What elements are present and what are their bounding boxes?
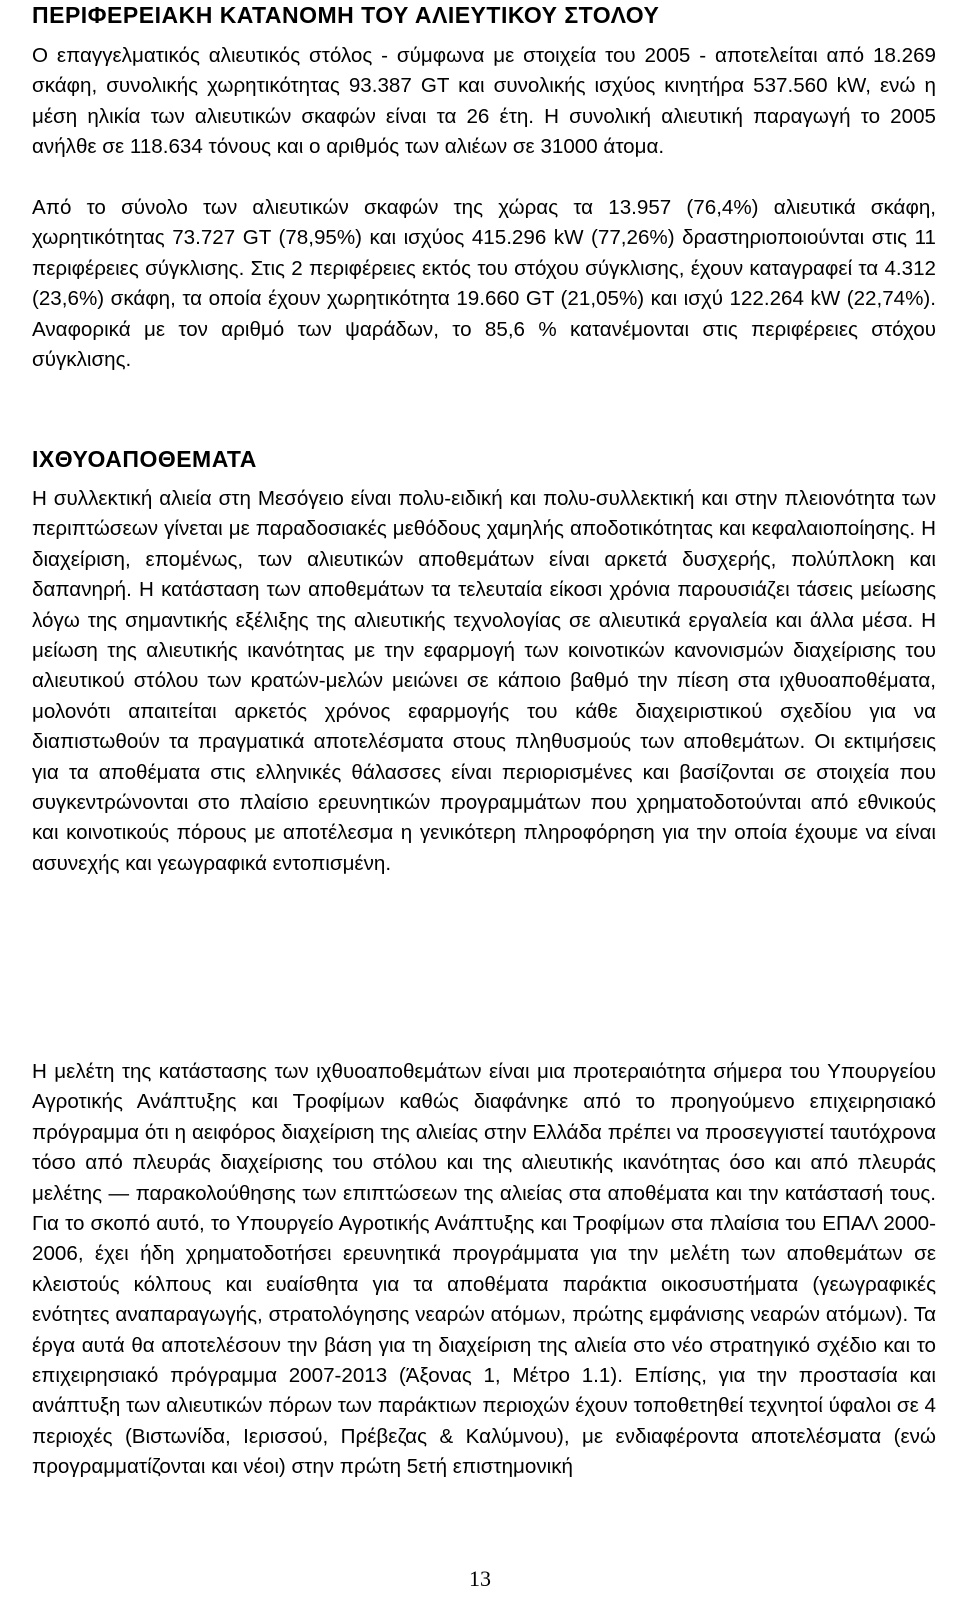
paragraph-convergence-regions: Από το σύνολο των αλιευτικών σκαφών της χώρας τα 13.957 (76,4%) αλιευτικά σκάφη, χωρητικότητας 73.727 GT (78,95%) και ισχύος 415.296 kW (77,26%) δραστηριοποιούνται στις 11 περιφέρειες σύγκλισης. Στις 2 περιφέρειες εκτός του στόχου σύγκλισης, έχουν καταγραφεί τα 4.312 (23,6%) σκάφη, τα οποία έχουν χωρητικότητα 19.660 GT (21,05%) και ισχύ 122.264 kW (22,74%). Αναφορικά με τον αριθμό των ψαράδων, το 85,6 % κατανέμονται στις περιφέρειες στόχου σύγκλισης. xyxy=(32,196,936,372)
paragraph-stock-research: Η μελέτη της κατάστασης των ιχθυοαποθεμάτων είναι μια προτεραιότητα σήμερα του Υπουργείου Αγροτικής Ανάπτυξης και Τροφίμων καθώς διαφάνηκε από το προηγούμενο επιχειρησιακό πρόγραμμα ότι η αειφόρος διαχείριση της αλιείας στην Ελλάδα πρέπει να προσεγγιστεί ταυτόχρονα τόσο από πλευράς διαχείρισης του στόλου και της αλιευτικής ικανότητας όσο και από πλευράς μελέτης — παρακολούθησης των επιπτώσεων της αλιείας στα αποθέματα και την κατάστασή τους. Για το σκοπό αυτό, το Υπουργείο Αγροτικής Ανάπτυξης και Τροφίμων στα πλαίσια του ΕΠΑΛ 2000-2006, έχει ήδη χρηματοδοτήσει ερευνητικά προγράμματα για την μελέτη των αποθεμάτων σε κλειστούς κόλπους και ευαίσθητα για τα αποθέματα παράκτια οικοσυστήματα (γεωγραφικές ενότητες αναπαραγωγής, στρατολόγησης νεαρών ατόμων, πρώτης εμφάνισης νεαρών ατόμων). Τα έργα αυτά θα αποτελέσουν την βάση για τη διαχείριση της αλιεία στο νέο στρατηγικό σχέδιο και το επιχειρησιακό πρόγραμμα 2007-2013 (Άξονας 1, Μέτρο 1.1). Επίσης, για την προστασία και ανάπτυξη των αλιευτικών πόρων των παράκτιων περιοχών έχουν τοποθετηθεί τεχνητοί ύφαλοι σε 4 περιοχές (Βιστωνίδα, Ιερισσού, Πρέβεζας & Καλύμνου), με ενδιαφέροντα αποτελέσματα (ενώ προγραμματίζονται και νέοι) στην πρώτη 5ετή επιστημονική xyxy=(32,1060,936,1479)
section-heading-regional-distribution: ΠΕΡΙΦΕΡΕΙΑΚΗ ΚΑΤΑΝΟΜΗ ΤΟΥ ΑΛΙΕΥΤΙΚΟΥ ΣΤΟΛΟΥ xyxy=(32,2,660,28)
paragraph-stock-management: Η συλλεκτική αλιεία στη Μεσόγειο είναι πολυ-ειδική και πολυ-συλλεκτική και στην πλειονότητα των περιπτώσεων γίνεται με παραδοσιακές μεθόδους χαμηλής αποδοτικότητας και κεφαλαιοποίησης. Η διαχείριση, επομένως, των αλιευτικών αποθεμάτων είναι αρκετά δυσχερής, πολύπλοκη και δαπανηρή. Η κατάσταση των αποθεμάτων τα τελευταία είκοσι χρόνια παρουσιάζει τάσεις μείωσης λόγω της σημαντικής εξέλιξης της αλιευτικής τεχνολογίας σε αλιευτικά εργαλεία και άλλα μέσα. Η μείωση της αλιευτικής ικανότητας με την εφαρμογή των κοινοτικών κανονισμών διαχείρισης του αλιευτικού στόλου των κρατών-μελών μειώνει σε κάποιο βαθμό την πίεση στα ιχθυοαποθέματα, μολονότι απαιτείται αρκετός χρόνος εφαρμογής του κάθε διαχειριστικού σχεδίου για να διαπιστωθούν τα πραγματικά αποτελέσματα στους πληθυσμούς των αποθεμάτων. Οι εκτιμήσεις για τα αποθέματα στις ελληνικές θάλασσες είναι περιορισμένες και βασίζονται σε στοιχεία που συγκεντρώνονται στο πλαίσιο ερευνητικών προγραμμάτων που χρηματοδοτούνται από εθνικούς και κοινοτικούς πόρους με αποτέλεσμα η γενικότερη πληροφόρηση για την οποία έχουμε να είναι ασυνεχής και γεωγραφικά εντοπισμένη. xyxy=(32,487,936,875)
page-number: 13 xyxy=(469,1566,491,1591)
section-heading-fish-stocks: ΙΧΘΥΟΑΠΟΘΕΜΑΤΑ xyxy=(32,446,257,472)
paragraph-fleet-overview: Ο επαγγελματικός αλιευτικός στόλος - σύμφωνα με στοιχεία του 2005 - αποτελείται από 18.269 σκάφη, συνολικής χωρητικότητας 93.387 GT και συνολικής ισχύος κινητήρα 537.560 kW, ενώ η μέση ηλικία των αλιευτικών σκαφών είναι τα 26 έτη. Η συνολική αλιευτική παραγωγή το 2005 ανήλθε σε 118.634 τόνους και ο αριθμός των αλιέων σε 31000 άτομα. xyxy=(32,44,936,159)
